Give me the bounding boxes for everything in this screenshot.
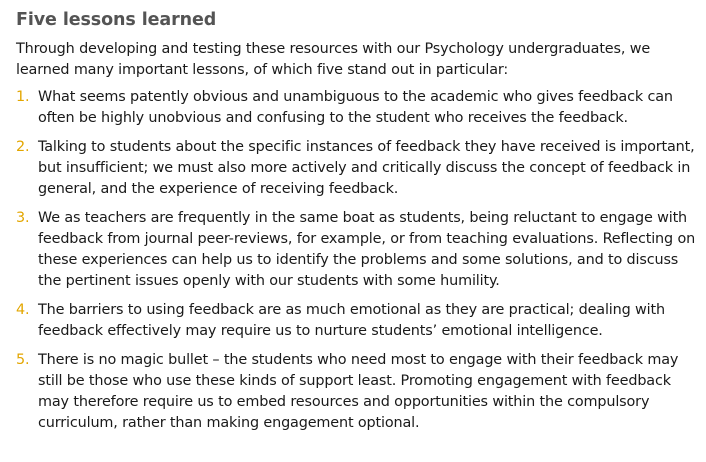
list-item-text: Talking to students about the specific instances of feedback they have received is important, but insufficient; we must also more actively and critically discuss the concept of feedback in general, and the experience of receiving feedback. — [38, 139, 695, 197]
list-item-text: There is no magic bullet – the students who need most to engage with their feedback may still be those who use these kinds of support least. Promoting engagement with feedback may therefore require us to embed resources and opportunities within the compulsory curriculum, rather than making engagement optional. — [38, 352, 679, 431]
list-item — [16, 208, 700, 292]
list-item-text: We as teachers are frequently in the same boat as students, being reluctant to engage with feedback from journal peer-reviews, for example, or from teaching evaluations. Reflecting on these experiences can help us to identify the problems and some solutions, and to discuss the pertinent issues openly with our students with some humility. — [38, 210, 696, 289]
list-item-number: 1. — [16, 89, 30, 105]
intro-paragraph: Through developing and testing these resources with our Psychology undergraduates, we learned many important lessons, of which five stand out in particular: — [16, 41, 651, 78]
list-item-text: The barriers to using feedback are as much emotional as they are practical; dealing with feedback effectively may require us to nurture students’ emotional intelligence. — [38, 302, 665, 339]
lessons-list — [16, 87, 700, 434]
list-item-number: 4. — [16, 302, 30, 318]
list-item — [16, 350, 700, 434]
list-item-text: What seems patently obvious and unambiguous to the academic who gives feedback can often be highly unobvious and confusing to the student who receives the feedback. — [38, 89, 673, 126]
section-heading: Five lessons learned — [16, 10, 217, 30]
list-item — [16, 137, 700, 200]
list-item-number: 2. — [16, 139, 30, 155]
list-item — [16, 300, 700, 342]
list-item-number: 3. — [16, 210, 30, 226]
list-item-number: 5. — [16, 352, 30, 368]
list-item — [16, 87, 700, 129]
